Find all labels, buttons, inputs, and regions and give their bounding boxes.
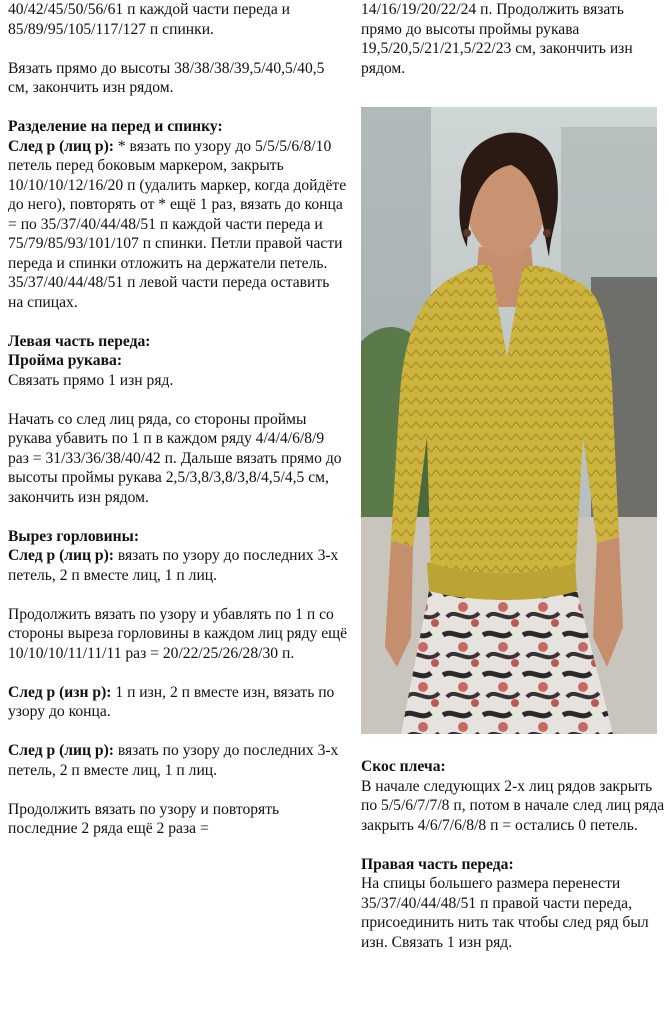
row-text: 1 п изн, 2 п вместе изн, вязать по узору до конца. [8, 683, 335, 720]
right-column-bottom [361, 757, 666, 952]
section-title-shoulder: Скос плеча: [361, 758, 446, 775]
paragraph-repeat-rows: Продолжить вязать по узору и повторять последние 2 ряда ещё 2 раза = [8, 800, 280, 837]
section-right-front [361, 855, 666, 953]
section-title-divide: Разделение на перед и спинку: [8, 118, 223, 135]
row-text: вязать по узору до последних 3-х петель, 2 п вместе лиц, 1 п лиц. [8, 742, 339, 779]
section-title-left-front: Левая часть переда: [8, 332, 151, 350]
right-front-text: На спицы большего размера перенести 35/37/40/44/48/51 п правой части переда, присоединить нить так чтобы след ряд был изн. Связать 1 изн ряд. [361, 875, 649, 951]
paragraph-right-side-row [8, 741, 348, 780]
section-divide [8, 117, 348, 312]
right-column-top [361, 0, 666, 98]
row-label: След р (лиц р): [8, 742, 114, 759]
section-title-right-front: Правая часть переда: [361, 855, 514, 873]
shoulder-text: В начале следующих 2-х лиц рядов закрыть по 5/5/6/7/7/8 п, потом в начале след лиц ряда закрыть 4/6/7/6/8/8 п = остались 0 петель. [361, 777, 665, 834]
model-photo-illustration [361, 107, 657, 734]
left-column [8, 0, 348, 858]
section-neckline [8, 527, 348, 586]
paragraph-armhole-decrease: Начать со след лиц ряда, со стороны проймы рукава убавить по 1 п в каждом ряду 4/4/4/6/8/9 раз = 31/33/36/38/40/42 п. Дальше вязать прямо до высоты проймы рукава 2,5/3,8/3,8/3,8/4,5/4,5 см, закончить изн рядом. [8, 410, 342, 506]
row-text: вязать по узору до последних 3-х петель, 2 п вместе лиц, 1 п лиц. [8, 547, 339, 584]
section-left-front [8, 332, 348, 391]
row-text: * вязать по узору до 5/5/5/6/8/10 петель перед боковым маркером, закрыть 10/10/10/12/16/20 п (удалить маркер, когда дойдёте до него), повторять от * ещё 1 раз, вязать до конца = по 35/37/40/44/48/51 п каждой части переда и 75/79/85/93/101/107 п спинки. Петли правой части переда и спинки отложить на держатели петель. 35/37/40/44/48/51 п левой части переда оставить на спицах. [8, 137, 347, 311]
section-title-neckline: Вырез горловины: [8, 527, 140, 545]
subsection-title-armhole: Пройма рукава: [8, 352, 123, 369]
row-label: След р (изн р): [8, 683, 112, 701]
row-label: След р (лиц р): [8, 547, 114, 564]
paragraph-knit-height: Вязать прямо до высоты 38/38/38/39,5/40,5/40,5 см, закончить изн рядом. [8, 59, 325, 96]
paragraph-neck-decrease: Продолжить вязать по узору и убавлять по 1 п со стороны выреза горловины в каждом лиц ряду ещё 10/10/10/11/11/11 раз = 20/22/25/26/28/30 п. [8, 605, 348, 662]
armhole-text: Связать прямо 1 изн ряд. [8, 371, 174, 389]
paragraph-continue: 14/16/19/20/22/24 п. Продолжить вязать прямо до высоты проймы рукава 19,5/20,5/21/21,5/22/23 см, закончить изн рядом. [361, 1, 633, 77]
section-shoulder [361, 757, 666, 835]
row-label: След р (лиц р): [8, 137, 114, 155]
paragraph-wrong-side-row [8, 683, 348, 722]
model-photo [361, 107, 657, 734]
paragraph-stitch-counts: 40/42/45/50/56/61 п каждой части переда и 85/89/95/105/117/127 п спинки. [8, 1, 290, 38]
